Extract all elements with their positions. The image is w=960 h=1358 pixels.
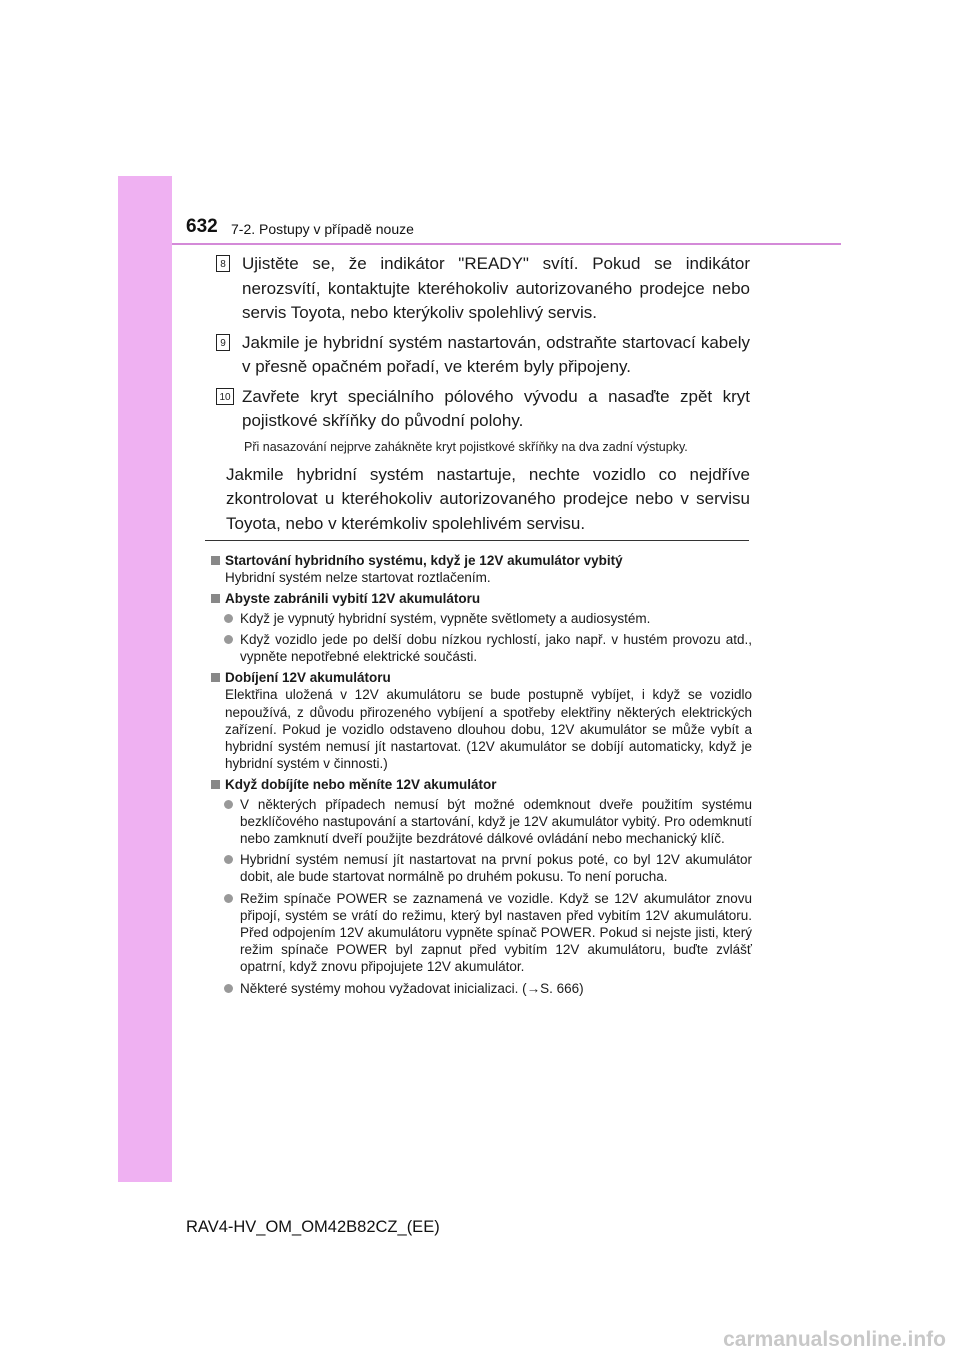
list-item: Když je vypnutý hybridní systém, vypněte světlomety a audiosystém. <box>210 610 752 627</box>
circle-bullet-icon <box>224 894 233 903</box>
notes-section <box>210 548 752 1001</box>
square-bullet-icon <box>211 673 220 682</box>
footer-doc-code: RAV4-HV_OM_OM42B82CZ_(EE) <box>186 1218 440 1236</box>
square-bullet-icon <box>211 780 220 789</box>
chapter-sidebar <box>118 176 172 1182</box>
step-note: Při nasazování nejprve zahákněte kryt pojistkové skříňky na dva zadní výstupky. <box>244 439 688 454</box>
step-8 <box>216 252 750 326</box>
step-text: Ujistěte se, že indikátor "READY" svítí. Pokud se indikátor nerozsvítí, kontaktujte kteréhokoliv autorizovaného prodejce nebo servis Toyota, nebo kterýkoliv spolehlivý servis. <box>242 254 750 322</box>
section-title: 7-2. Postupy v případě nouze <box>231 221 414 237</box>
note-title: Dobíjení 12V akumulátoru <box>210 669 752 686</box>
step-number: 9 <box>216 334 230 351</box>
circle-bullet-icon <box>224 984 233 993</box>
main-content <box>216 252 750 536</box>
square-bullet-icon <box>211 594 220 603</box>
circle-bullet-icon <box>224 800 233 809</box>
note-body: Elektřina uložená v 12V akumulátoru se bude postupně vybíjet, i když se vozidlo nepoužívá, z důvodu přirozeného vybíjení a spotřeby elektřiny některých elektrických zařízení. Pokud je vozidlo odstaveno dlouhou dobu, 12V akumulátor se může vybít a hybridní systém nemusí jít nastartovat. (12V akumulátor se dobíjí automaticky, když je hybridní systém v činnosti.) <box>225 687 752 772</box>
step-text: Zavřete kryt speciálního pólového vývodu a nasaďte zpět kryt pojistkové skříňky do původní polohy. <box>242 386 750 430</box>
header-rule <box>172 243 841 245</box>
note-title: Startování hybridního systému, když je 12V akumulátor vybitý <box>210 552 752 569</box>
step-text: Jakmile je hybridní systém nastartován, odstraňte startovací kabely v přesně opačném pořadí, ve kterém byly připojeny. <box>242 332 750 376</box>
circle-bullet-icon <box>224 635 233 644</box>
step-10 <box>216 385 750 434</box>
circle-bullet-icon <box>224 614 233 623</box>
list-item: Když vozidlo jede po delší dobu nízkou rychlostí, jako např. v hustém provozu atd., vypněte nepotřebné elektrické součásti. <box>210 631 752 665</box>
list-item: Hybridní systém nemusí jít nastartovat na první pokus poté, co byl 12V akumulátor dobit, ale bude startovat normálně po druhém pokusu. To není porucha. <box>210 851 752 885</box>
note-body: Hybridní systém nelze startovat roztlačením. <box>225 570 491 586</box>
page-number: 632 <box>186 216 218 237</box>
square-bullet-icon <box>211 556 220 565</box>
list-item: Režim spínače POWER se zaznamená ve vozidle. Když se 12V akumulátor znovu připojí, systém se vrátí do režimu, který byl nastaven před vybitím 12V akumulátoru. Před odpojením 12V akumulátoru vypněte spínač POWER. Pokud si nejste jisti, který režim spínače POWER byl zapnut před vybitím 12V akumulátoru, buďte zvlášť opatrní, když znovu připojujete 12V akumulátor. <box>210 890 752 976</box>
note-title: Abyste zabránili vybití 12V akumulátoru <box>210 590 752 607</box>
step-9 <box>216 331 750 380</box>
watermark[interactable]: carmanualsonline.info <box>723 1328 946 1351</box>
list-item: V některých případech nemusí být možné odemknout dveře použitím systému bezklíčového nastupování a startování, když je 12V akumulátor vybitý. Pro odemknutí nebo zamknutí dveří použijte bezdrátové dálkové ovládání nebo mechanický klíč. <box>210 796 752 848</box>
list-item: Některé systémy mohou vyžadovat inicializaci. (→S. 666) <box>210 980 752 997</box>
step-number: 8 <box>216 255 230 272</box>
note-title: Když dobíjíte nebo měníte 12V akumulátor <box>210 776 752 793</box>
section-divider <box>205 540 749 541</box>
after-steps-text: Jakmile hybridní systém nastartuje, nechte vozidlo co nejdříve zkontrolovat u kteréhokoliv autorizovaného prodejce nebo v servisu Toyota, nebo v kterémkoliv spolehlivém servisu. <box>226 464 750 533</box>
step-number: 10 <box>216 388 234 405</box>
